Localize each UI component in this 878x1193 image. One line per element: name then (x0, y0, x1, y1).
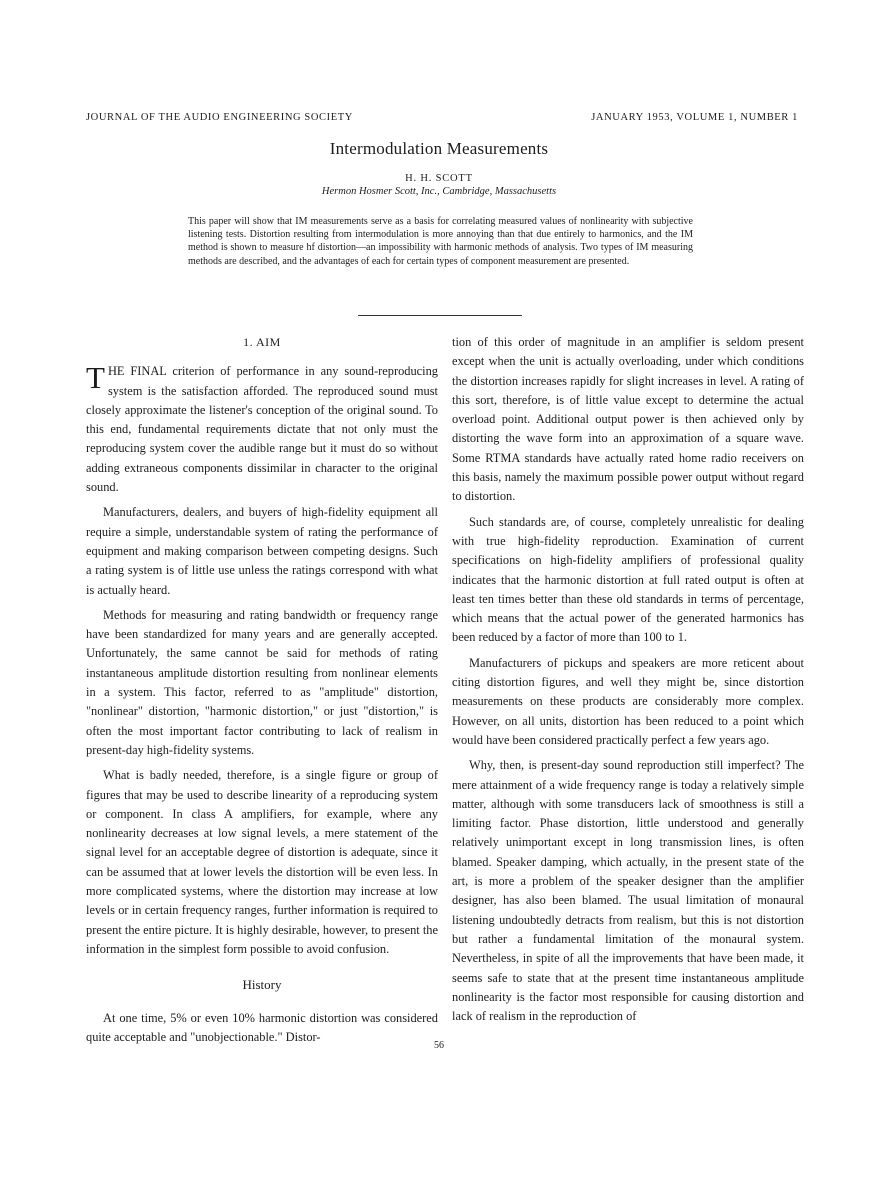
section-heading-aim: 1. AIM (243, 335, 281, 349)
drop-cap: T (86, 360, 105, 396)
paragraph: Such standards are, of course, completely unrealistic for dealing with true high-fidelity reproduction. Examination of current specifications on high-fidelity amplifiers of professional quality indicates that the harmonic distortion at full rated output is often at least ten times better than these old standards in terms of percentage, which means that the actual power of the generated harmonics has been reduced by a factor of more than 100 to 1. (452, 514, 804, 645)
section-divider (358, 315, 522, 316)
paragraph: Manufacturers, dealers, and buyers of high-fidelity equipment all require a simple, understandable system of rating the performance of equipment and making comparison between competing designs. Such a rating system is of little use unless the ratings correspond with what is actually heard. (86, 505, 438, 597)
issue-info: JANUARY 1953, VOLUME 1, NUMBER 1 (591, 112, 798, 123)
page-number: 56 (434, 1040, 444, 1051)
running-head (86, 112, 798, 123)
left-column (86, 333, 438, 1053)
paragraph: Manufacturers of pickups and speakers are more reticent about citing distortion figures, and well they might be, since distortion measurements on these products are considerably more complex. However, on all units, distortion has been reduced to a point which would have been considered practically perfect a few years ago. (452, 655, 804, 747)
author-name: H. H. SCOTT (405, 173, 473, 184)
paragraph: At one time, 5% or even 10% harmonic distortion was considered quite acceptable and "unobjectionable." Distor- (86, 1010, 438, 1044)
paragraph (86, 362, 438, 497)
journal-name: JOURNAL OF THE AUDIO ENGINEERING SOCIETY (86, 112, 353, 123)
section-heading-history: History (242, 977, 282, 993)
paragraph-text: HE FINAL criterion of performance in any sound-reproducing system is the satisfaction afforded. The reproduced sound must closely approximate the listener's conception of the original sound. To this end, fundamental requirements dictate that not only must the reproducing system cover the audible range but it must do so without adding extraneous components dissimilar in character to the original sound. (86, 364, 438, 495)
abstract: This paper will show that IM measurements serve as a basis for correlating measured values of nonlinearity with subjective listening tests. Distortion resulting from intermodulation is more annoying than that due entirely to harmonics, and the IM method is shown to measure hf distortion—an impossibility with harmonic methods of analysis. Two types of IM measuring methods are described, and the advantages of each for certain types of component measurement are presented. (188, 216, 693, 267)
paragraph: Why, then, is present-day sound reproduction still imperfect? The mere attainment of a wide frequency range is today a relatively simple matter, although with some transducers lack of smoothness is still a limiting factor. Phase distortion, little understood and generally relatively unimportant except in long transmission lines, is often blamed. Speaker damping, which actually, in the present state of the art, is more a problem of the speaker designer than the amplifier designer, has also been blamed. The usual limitation of monaural listening undoubtedly detracts from realism, but this is not distortion but rather a fundamental limitation of the monaural system. Nevertheless, in spite of all the improvements that have been made, it seems safe to state that at the present time instantaneous amplitude nonlinearity is the factor most responsible for causing distortion and lack of realism in the reproduction of (452, 758, 804, 1024)
paragraph: What is badly needed, therefore, is a single figure or group of figures that may be used to describe linearity of a reproducing system or component. In class A amplifiers, for example, where any nonlinearity decreases at low signal levels, a mere statement of the signal level for an acceptable degree of distortion is adequate, since it can be assumed that at lower levels the distortion will be even less. In more complicated systems, where the distortion may increase at low levels or in certain frequency ranges, further information is required to present the entire picture. It is highly desirable, however, to present the information in the simplest form possible to avoid confusion. (86, 768, 438, 956)
right-column (452, 333, 804, 1032)
paragraph: Methods for measuring and rating bandwidth or frequency range have been standardized for many years and are generally accepted. Unfortunately, the same cannot be said for methods of rating instantaneous amplitude distortion resulting from nonlinear elements in a system. This factor, referred to as "amplitude" distortion, "nonlinear" distortion, "harmonic distortion," or just "distortion," is often the most important factor contributing to lack of realism in present-day high-fidelity systems. (86, 607, 438, 757)
author-affiliation: Hermon Hosmer Scott, Inc., Cambridge, Massachusetts (321, 186, 557, 197)
paper-title: Intermodulation Measurements (329, 139, 549, 158)
paragraph: tion of this order of magnitude in an amplifier is seldom present except when the unit is actually overloading, under which conditions the distortion increases rapidly for slight increases in level. A rating of this sort, therefore, is of little value except to determine the actual overload point. Additional output power is then achieved only by distorting the wave form into an approximation of a square wave. Some RTMA standards have actually rated home radio receivers on this basis, namely the maximum possible power output without regard to distortion. (452, 335, 804, 504)
